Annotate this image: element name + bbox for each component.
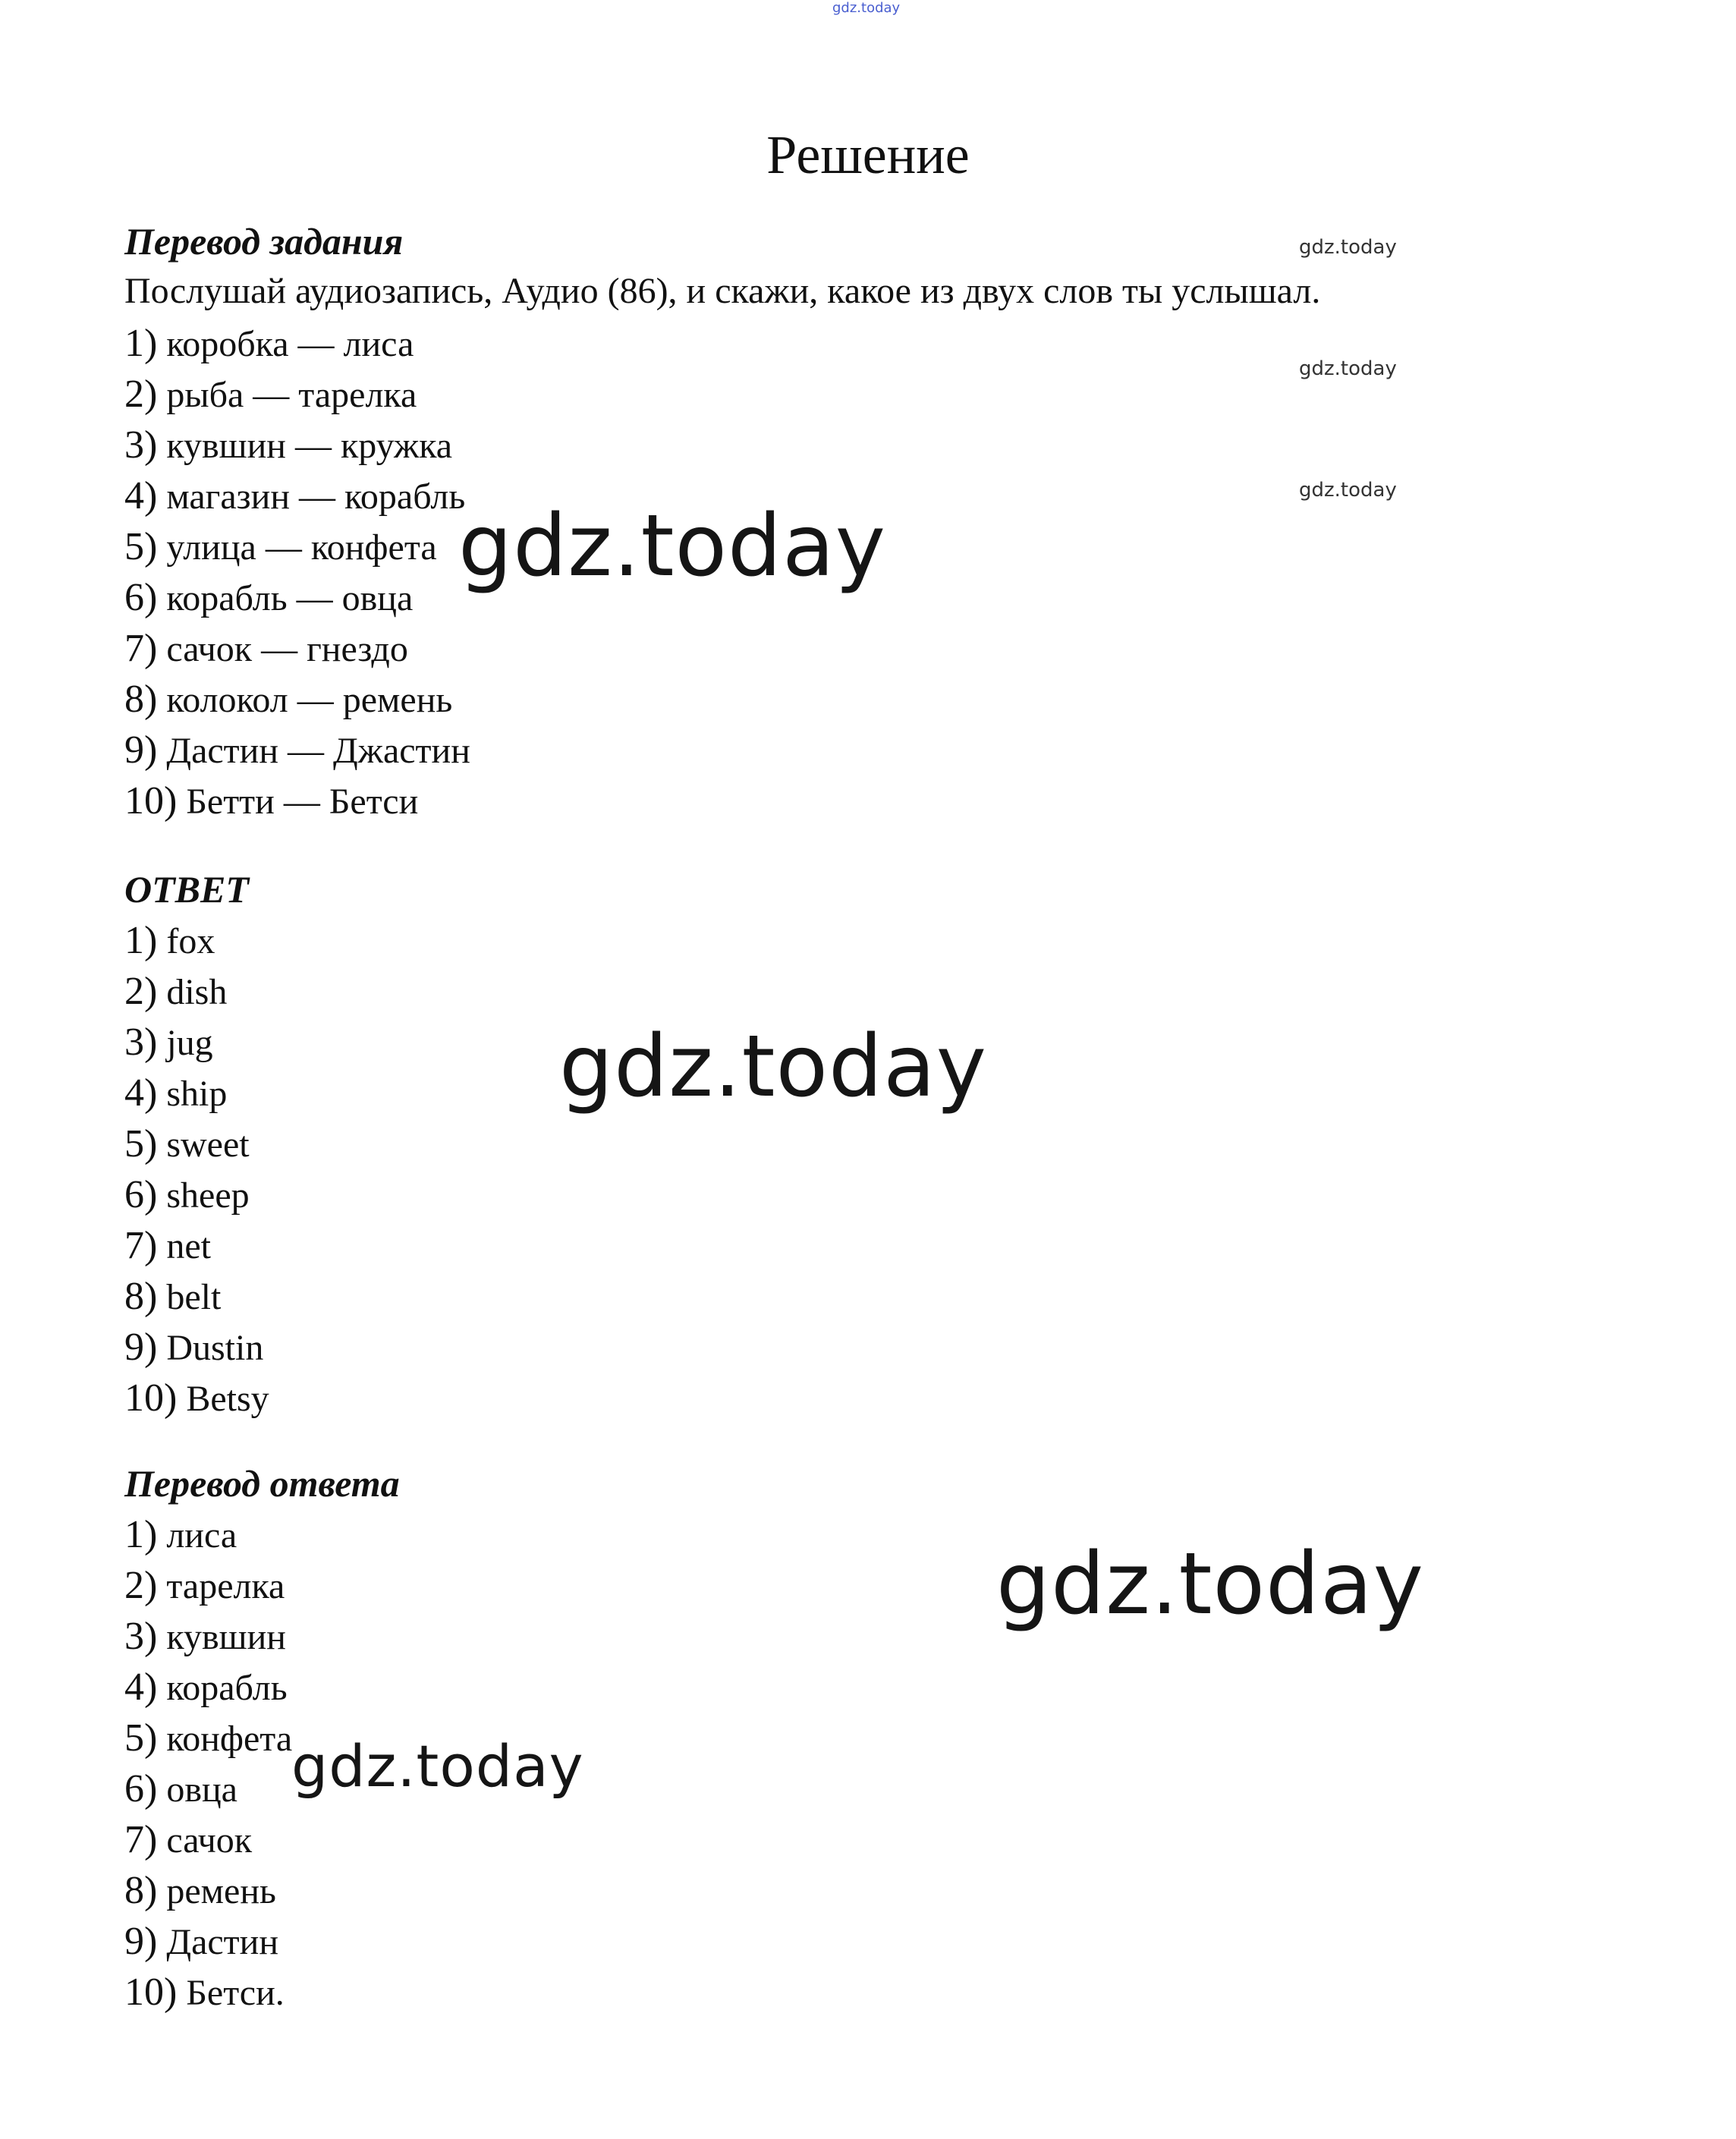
item-number: 8) bbox=[124, 1275, 158, 1318]
task-item bbox=[124, 629, 408, 668]
watermark-large: gdz.today bbox=[458, 497, 887, 596]
answer-item bbox=[124, 1328, 263, 1367]
answer-item bbox=[124, 1226, 211, 1266]
item-number: 4) bbox=[124, 474, 158, 517]
item-number: 5) bbox=[124, 1122, 158, 1165]
watermark-large: gdz.today bbox=[559, 1018, 988, 1116]
item-number: 2) bbox=[124, 1564, 158, 1607]
translation-item bbox=[124, 1820, 252, 1860]
translation-heading: Перевод ответа bbox=[124, 1462, 400, 1505]
watermark-small: gdz.today bbox=[1299, 479, 1397, 502]
answer-item bbox=[124, 921, 215, 961]
answer-item bbox=[124, 1376, 269, 1420]
item-number: 1) bbox=[124, 322, 158, 365]
item-number: 7) bbox=[124, 627, 158, 670]
item-number: 8) bbox=[124, 1869, 158, 1912]
item-text: корабль — овца bbox=[166, 578, 414, 618]
item-text: сачок bbox=[166, 1820, 253, 1861]
item-text: Дастин bbox=[166, 1922, 279, 1962]
task-item bbox=[124, 423, 453, 467]
item-number: 9) bbox=[124, 728, 158, 772]
translation-item bbox=[124, 1515, 237, 1555]
item-number: 5) bbox=[124, 525, 158, 568]
item-text: ship bbox=[166, 1074, 228, 1114]
translation-item bbox=[124, 1617, 286, 1656]
item-number: 10) bbox=[124, 1376, 178, 1420]
item-number: 1) bbox=[124, 919, 158, 962]
answer-item bbox=[124, 1071, 228, 1115]
item-number: 6) bbox=[124, 1767, 158, 1810]
item-number: 1) bbox=[124, 1513, 158, 1556]
item-number: 8) bbox=[124, 678, 158, 721]
item-text: ремень bbox=[166, 1871, 276, 1911]
translation-item bbox=[124, 1716, 293, 1760]
item-text: Dustin bbox=[166, 1328, 264, 1368]
item-text: Дастин — Джастин bbox=[166, 731, 470, 771]
item-text: Бетти — Бетси bbox=[186, 782, 419, 822]
task-item bbox=[124, 728, 470, 772]
task-instruction: Послушай аудиозапись, Аудио (86), и скажи, какое из двух слов ты услышал. bbox=[124, 271, 1321, 311]
watermark-medium: gdz.today bbox=[291, 1732, 584, 1800]
item-text: рыба — тарелка bbox=[166, 375, 417, 415]
answer-item bbox=[124, 1023, 213, 1062]
item-text: sweet bbox=[166, 1125, 250, 1165]
item-text: коробка — лиса bbox=[166, 324, 414, 364]
item-text: тарелка bbox=[166, 1566, 285, 1606]
item-number: 10) bbox=[124, 1971, 178, 2014]
answer-item bbox=[124, 1175, 250, 1215]
item-number: 7) bbox=[124, 1224, 158, 1267]
answer-item bbox=[124, 972, 227, 1011]
item-number: 7) bbox=[124, 1818, 158, 1861]
item-number: 10) bbox=[124, 779, 178, 823]
item-text: net bbox=[166, 1226, 211, 1266]
item-text: колокол — ремень bbox=[166, 680, 453, 720]
translation-item bbox=[124, 1871, 276, 1911]
item-text: jug bbox=[166, 1023, 213, 1063]
translation-item bbox=[124, 1566, 285, 1606]
item-number: 2) bbox=[124, 373, 158, 416]
item-text: корабль bbox=[166, 1668, 288, 1708]
item-text: Betsy bbox=[186, 1379, 269, 1419]
watermark-top: gdz.today bbox=[832, 0, 901, 16]
item-text: кувшин bbox=[166, 1617, 286, 1657]
task-item bbox=[124, 474, 466, 517]
item-number: 6) bbox=[124, 1173, 158, 1216]
item-text: улица — конфета bbox=[166, 527, 437, 568]
item-text: конфета bbox=[166, 1719, 293, 1759]
watermark-small: gdz.today bbox=[1299, 236, 1397, 259]
task-item bbox=[124, 680, 452, 719]
item-text: лиса bbox=[166, 1515, 237, 1555]
item-number: 6) bbox=[124, 576, 158, 619]
item-text: кувшин — кружка bbox=[166, 426, 453, 466]
item-number: 2) bbox=[124, 970, 158, 1013]
item-number: 9) bbox=[124, 1920, 158, 1963]
item-number: 3) bbox=[124, 423, 158, 467]
translation-item bbox=[124, 1973, 285, 2012]
task-item bbox=[124, 527, 437, 567]
item-text: магазин — корабль bbox=[166, 477, 466, 517]
translation-item bbox=[124, 1922, 278, 1961]
item-text: сачок — гнездо bbox=[166, 629, 408, 669]
item-text: Бетси. bbox=[186, 1973, 285, 2013]
task-item bbox=[124, 578, 413, 618]
item-text: dish bbox=[166, 972, 228, 1012]
translation-item bbox=[124, 1769, 237, 1809]
task-item bbox=[124, 375, 417, 414]
item-number: 4) bbox=[124, 1071, 158, 1115]
answer-item bbox=[124, 1122, 250, 1165]
item-text: fox bbox=[166, 921, 215, 961]
answer-heading: ОТВЕТ bbox=[124, 868, 249, 911]
item-text: sheep bbox=[166, 1175, 250, 1216]
translation-item bbox=[124, 1668, 288, 1707]
answer-item bbox=[124, 1277, 221, 1316]
page-title: Решение bbox=[766, 124, 970, 185]
item-number: 3) bbox=[124, 1615, 158, 1658]
watermark-large: gdz.today bbox=[996, 1535, 1425, 1634]
task-item bbox=[124, 779, 419, 823]
item-number: 4) bbox=[124, 1666, 158, 1709]
item-number: 5) bbox=[124, 1716, 158, 1760]
item-text: belt bbox=[166, 1277, 222, 1317]
item-number: 9) bbox=[124, 1326, 158, 1369]
task-item bbox=[124, 324, 414, 363]
item-text: овца bbox=[166, 1769, 237, 1810]
item-number: 3) bbox=[124, 1021, 158, 1064]
task-heading: Перевод задания bbox=[124, 220, 404, 263]
watermark-small: gdz.today bbox=[1299, 357, 1397, 380]
